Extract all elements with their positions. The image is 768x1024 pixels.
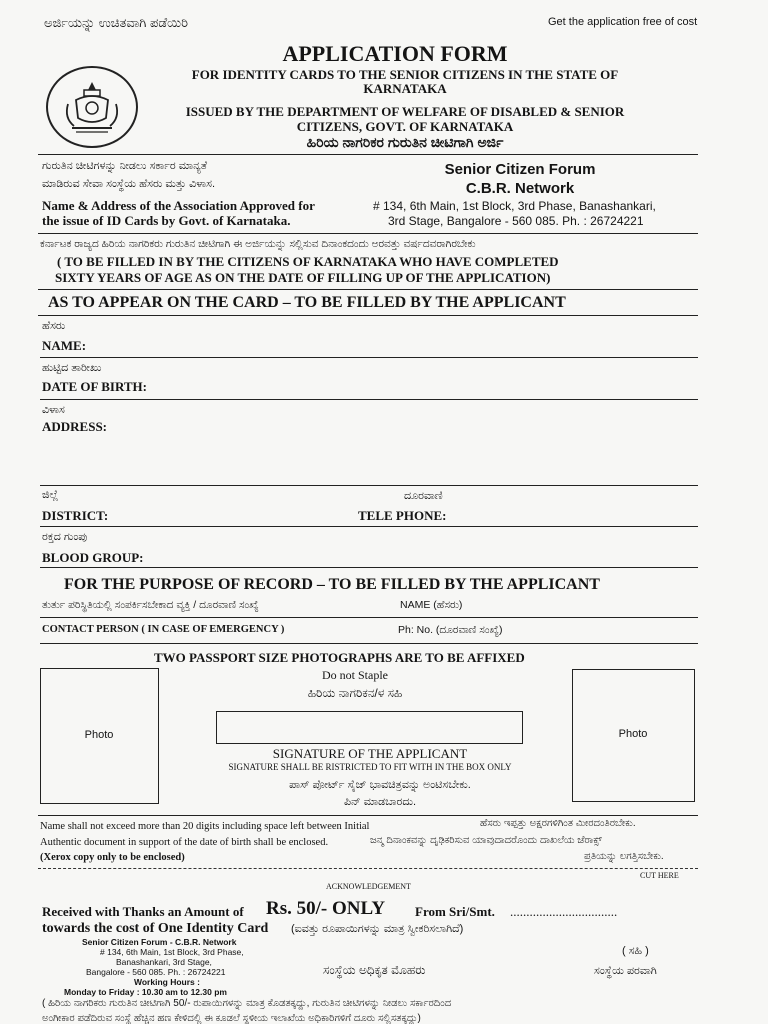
org-address-2: 3rd Stage, Bangalore - 560 085. Ph. : 26724221 <box>388 214 644 228</box>
divider <box>38 315 698 316</box>
dob-field[interactable] <box>40 399 698 400</box>
association-en-2: the issue of ID Cards by Govt. of Karnataka. <box>42 213 291 228</box>
org-network: C.B.R. Network <box>465 180 575 197</box>
section-record-heading: FOR THE PURPOSE OF RECORD – TO BE FILLED BY THE APPLICANT <box>64 576 600 593</box>
dob-kn: ಹುಟ್ಟಿದ ತಾರೀಖು <box>42 362 102 374</box>
ack-heading: ACKNOWLEDGEMENT <box>326 882 411 891</box>
affix-kn-2: ಪಿನ್ ಮಾಡಬಾರದು. <box>343 796 416 808</box>
eligibility-en-1: ( TO BE FILLED IN BY THE CITIZENS OF KARNATAKA WHO HAVE COMPLETED <box>57 254 559 269</box>
contact-kn: ತುರ್ತು ಪರಿಸ್ಥಿತಿಯಲ್ಲಿ ಸಂಪರ್ಕಿಸಬೇಕಾದ ವ್ಯಕ್ತಿ / ದೂರವಾಣಿ ಸಂಖ್ಯೆ <box>42 599 259 611</box>
footer-kn-1: ( ಹಿರಿಯ ನಾಗರಿಕರು ಗುರುತಿನ ಚೀಟಿಗಾಗಿ 50/- ರುಪಾಯಿಗಳನ್ನು ಮಾತ್ರ ಕೊಡತಕ್ಕದ್ದು, ಗುರುತಿನ ಚೀಟಿಗಳನ್ನು ನೀಡಲು ಸರ್ಕಾರದಿಂದ <box>42 998 452 1009</box>
divider <box>38 815 698 816</box>
blood-label: BLOOD GROUP: <box>42 550 144 565</box>
contact-field[interactable] <box>40 643 698 644</box>
record-name-label: NAME (ಹೆಸರು) <box>400 599 463 611</box>
divider <box>38 233 698 234</box>
association-kn-2: ಮಾಡಿರುವ ಸೇವಾ ಸಂಸ್ಥೆಯ ಹೆಸರು ಮತ್ತು ವಿಳಾಸ. <box>42 178 216 190</box>
note-kn-3: ಪ್ರತಿಯನ್ನು ಲಗತ್ತಿಸಬೇಕು. <box>584 851 664 862</box>
ack-org-1: Senior Citizen Forum - C.B.R. Network <box>82 937 237 947</box>
header-kannada-free: ಅರ್ಜಿಯನ್ನು ಉಚಿತವಾಗಿ ಪಡೆಯಿರಿ <box>44 15 188 30</box>
received-dots: ................................. <box>510 904 618 919</box>
title-issued-1: ISSUED BY THE DEPARTMENT OF WELFARE OF DISABLED & SENIOR <box>185 104 625 119</box>
district-kn: ಜಿಲ್ಲೆ <box>42 489 59 501</box>
photo-box-left[interactable] <box>40 668 159 804</box>
ack-org-2: # 134, 6th Main, 1st Block, 3rd Phase, <box>100 947 244 957</box>
footer-kn-2: ಅಂಗೀಕಾರ ಪಡೆದಿರುವ ಸಂಸ್ಥೆ ಹೆಚ್ಚಿನ ಹಣ ಕೇಳಿದಲ್ಲಿ ಈ ಕೂಡಲೆ ಸ್ಥಳೀಯ ಇಲಾಖೆಯ ಅಧಿಕಾರಿಗಳಿಗೆ ದೂರು ಸಲ್ಲಿಸತಕ್ಕದ್ದು) <box>42 1013 421 1024</box>
title-issued-2: CITIZENS, GOVT. OF KARNATAKA <box>296 119 514 134</box>
signature-kn: ಹಿರಿಯ ನಾಗರಿಕನ/ಳ ಸಹಿ <box>307 686 403 700</box>
photo-box-right[interactable] <box>572 669 695 802</box>
photo-label-right: Photo <box>618 728 648 740</box>
org-name: Senior Citizen Forum <box>444 161 596 178</box>
phno-label: Ph: No. (ದೂರವಾಣಿ ಸಂಖ್ಯೆ) <box>398 624 503 636</box>
title-sub-2: KARNATAKA <box>363 81 447 96</box>
divider <box>38 154 698 155</box>
note-kn-1: ಹೆಸರು ಇಪ್ಪತ್ತು ಅಕ್ಷರಗಳಿಗಿಂತ ಮೀರದಂತಿರಬೇಕು. <box>480 818 636 829</box>
association-kn-1: ಗುರುತಿನ ಚೀಟಿಗಳನ್ನು ನೀಡಲು ಸರ್ಕಾರ ಮಾನ್ಯತೆ <box>42 160 208 172</box>
ack-hours-label: Working Hours : <box>134 977 200 987</box>
amount: Rs. 50/- ONLY <box>266 898 386 919</box>
affix-kn-1: ಪಾಸ್ ಪೋರ್ಟ್ ಸೈಜ್ ಭಾವಚಿತ್ರವನ್ನು ಅಂಟಿಸಬೇಕು. <box>289 779 471 791</box>
note-kn-2: ಜನ್ಮ ದಿನಾಂಕವನ್ನು ದೃಢಿಕರಿಸುವ ಯಾವುದಾದರೊಂದು ದಾಖಲೆಯ ಜೆರಾಕ್ಸ್ <box>370 835 602 846</box>
photo-label-left: Photo <box>84 729 114 741</box>
note-en-2: Authentic document in support of the date of birth shall be enclosed. <box>40 837 329 848</box>
signature-note: SIGNATURE SHALL BE RISTRICTED TO FIT WITH IN THE BOX ONLY <box>228 762 512 772</box>
seal-kn: ಸಂಸ್ಥೆಯ ಅಧಿಕೃತ ಮೊಹರು <box>323 963 426 977</box>
do-not-staple: Do not Staple <box>322 668 388 682</box>
phone-kn: ದೂರವಾಣಿ <box>404 490 443 502</box>
eligibility-en-2: SIXTY YEARS OF AGE AS ON THE DATE OF FILLING UP OF THE APPLICATION) <box>55 270 551 285</box>
on-behalf-kn: ಸಂಸ್ಥೆಯ ಪರವಾಗಿ <box>594 965 657 977</box>
towards-kn: (ಐವತ್ತು ರೂಪಾಯಿಗಳನ್ನು ಮಾತ್ರ ಸ್ವೀಕರಿಸಲಾಗಿದೆ) <box>291 923 464 935</box>
dob-label: DATE OF BIRTH: <box>42 379 147 394</box>
ack-org-4: Bangalore - 560 085. Ph. : 26724221 <box>86 967 226 977</box>
name-kn: ಹೆಸರು <box>42 320 66 332</box>
sign-kn: ( ಸಹಿ ) <box>622 945 649 957</box>
name-field[interactable] <box>40 357 698 358</box>
cut-here-label: CUT HERE <box>640 871 679 880</box>
eligibility-kn: ಕರ್ನಾಟಕ ರಾಜ್ಯದ ಹಿರಿಯ ನಾಗರಿಕರು ಗುರುತಿನ ಚೀಟಿಗಾಗಿ ಈ ಅರ್ಜಿಯನ್ನು ಸಲ್ಲಿಸುವ ದಿನಾಂಕದಂದು ಅರವತ್ತು ವರ್ಷದವರಾಗಿರಬೇಕು <box>40 238 476 250</box>
header-english-free: Get the application free of cost <box>548 16 698 28</box>
blood-field[interactable] <box>40 567 698 568</box>
org-address-1: # 134, 6th Main, 1st Block, 3rd Phase, Banashankari, <box>373 199 656 213</box>
contact-label: CONTACT PERSON ( IN CASE OF EMERGENCY ) <box>42 624 285 635</box>
ack-org-3: Banashankari, 3rd Stage, <box>116 957 212 967</box>
cut-line <box>38 868 698 869</box>
note-en-1: Name shall not exceed more than 20 digits including space left between Initial <box>40 821 370 832</box>
received-from: From Sri/Smt. <box>415 904 495 919</box>
signature-label: SIGNATURE OF THE APPLICANT <box>272 746 468 761</box>
divider <box>38 289 698 290</box>
district-label: DISTRICT: <box>42 508 109 523</box>
signature-box[interactable] <box>216 711 523 744</box>
title-sub-1: FOR IDENTITY CARDS TO THE SENIOR CITIZENS IN THE STATE OF <box>191 67 619 82</box>
karnataka-emblem-icon <box>46 66 138 148</box>
name-label: NAME: <box>42 338 87 353</box>
record-name-field[interactable] <box>40 617 698 618</box>
form-title: APPLICATION FORM <box>282 41 508 66</box>
ack-hours: Monday to Friday : 10.30 am to 12.30 pm <box>64 987 227 997</box>
section-card-heading: AS TO APPEAR ON THE CARD – TO BE FILLED BY THE APPLICANT <box>48 294 566 311</box>
received-prefix: Received with Thanks an Amount of <box>42 904 244 919</box>
photos-heading: TWO PASSPORT SIZE PHOTOGRAPHS ARE TO BE AFFIXED <box>154 650 525 665</box>
association-en-1: Name & Address of the Association Approved for <box>42 198 315 213</box>
blood-kn: ರಕ್ತದ ಗುಂಪು <box>42 531 88 543</box>
address-field[interactable] <box>40 485 698 486</box>
phone-label: TELE PHONE: <box>358 508 447 523</box>
district-phone-field[interactable] <box>40 526 698 527</box>
address-kn: ವಿಳಾಸ <box>42 404 65 416</box>
towards-text: towards the cost of One Identity Card <box>42 921 269 936</box>
title-kannada: ಹಿರಿಯ ನಾಗರಿಕರ ಗುರುತಿನ ಚೀಟಿಗಾಗಿ ಅರ್ಜಿ <box>306 134 504 150</box>
note-en-3: (Xerox copy only to be enclosed) <box>40 852 185 863</box>
address-label: ADDRESS: <box>42 419 108 434</box>
